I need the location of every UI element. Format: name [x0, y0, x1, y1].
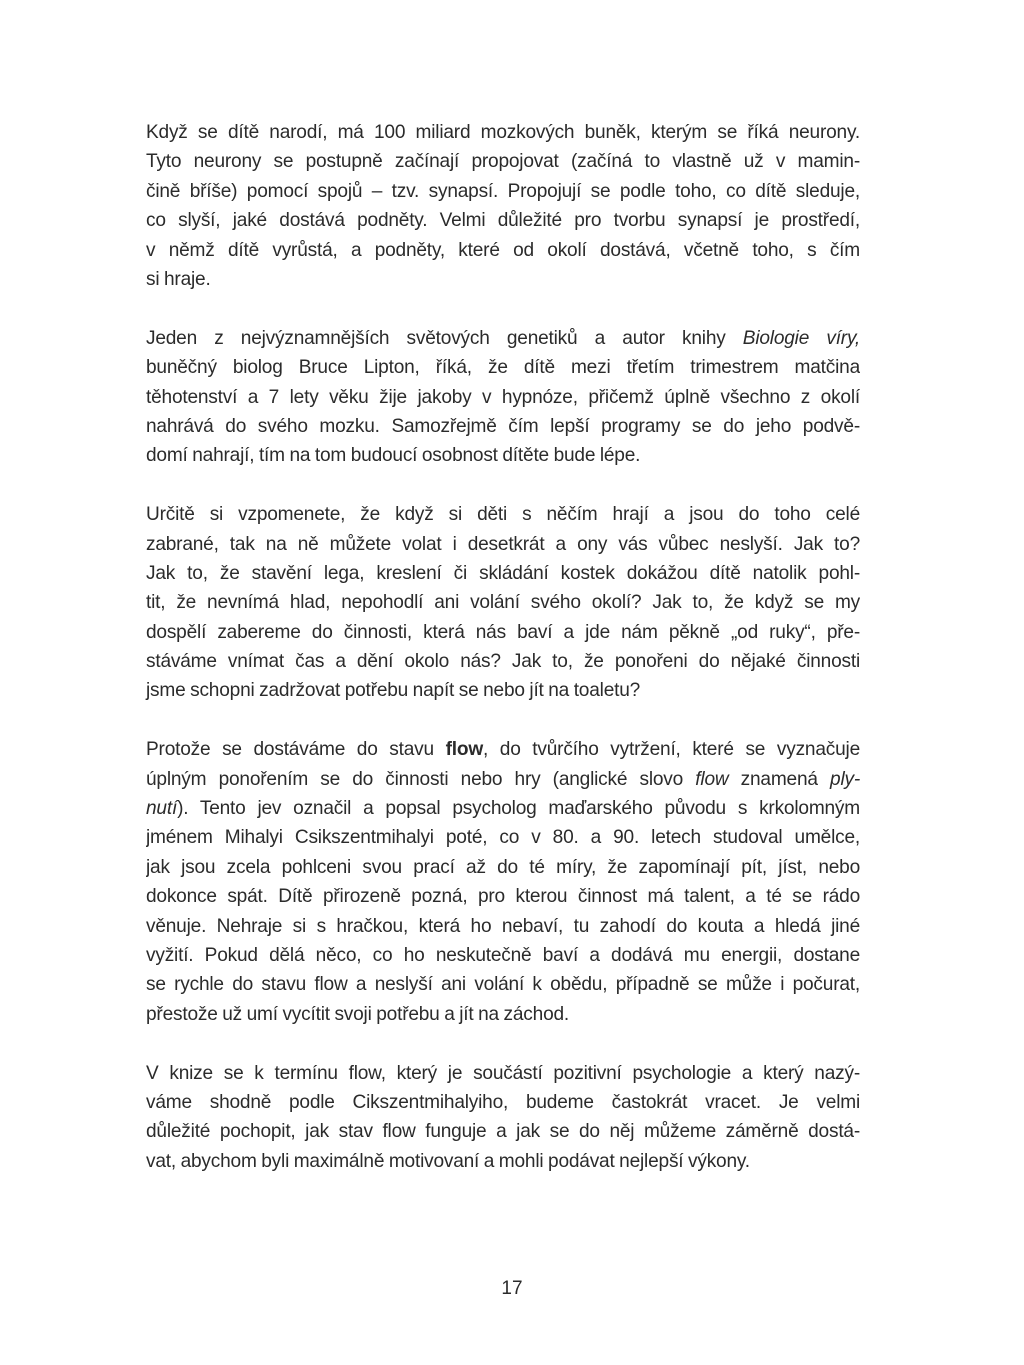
text-run: úplným ponořením se do činnosti nebo hry (anglické slovo: [146, 768, 696, 790]
text-line: [146, 735, 860, 764]
text-line: Jak to, že stavění lega, kreslení či skládání kostek dokážou dítě natolik pohl-: [146, 562, 860, 584]
text-line: [146, 794, 860, 823]
paragraph-3: [146, 500, 860, 706]
text-line: vyžití. Pokud dělá něco, co ho neskutečně baví a dodává mu energii, dostane: [146, 944, 860, 966]
text-line: váme shodně podle Cikszentmihalyiho, budeme častokrát vracet. Je velmi: [146, 1091, 860, 1113]
paragraph-2: [146, 324, 860, 471]
text-line: jsme schopni zadržovat potřebu napít se nebo jít na toaletu?: [146, 680, 641, 702]
text-line: V knize se k termínu flow, který je součástí pozitivní psychologie a který nazý-: [146, 1062, 860, 1084]
text-line: buněčný biolog Bruce Lipton, říká, že dítě mezi třetím trimestrem matčina: [146, 357, 860, 379]
text-line: Tyto neurony se postupně začínají propojovat (začíná to vlastně už v mamin-: [146, 151, 860, 173]
text-line: těhotenství a 7 lety věku žije jakoby v hypnóze, přičemž úplně všechno z okolí: [146, 386, 860, 408]
paragraph-4: [146, 735, 860, 1029]
text-run: Protože se dostáváme do stavu: [146, 739, 446, 761]
page-number: 17: [501, 1278, 523, 1299]
text-line: domí nahrají, tím na tom budoucí osobnost dítěte bude lépe.: [146, 445, 641, 467]
text-line: nahrává do svého mozku. Samozřejmě čím lepší programy se do jeho podvě-: [146, 415, 860, 437]
text-line: v němž dítě vyrůstá, a podněty, které od okolí dostává, včetně toho, s čím: [146, 239, 860, 261]
text-line: přestože už umí vycítit svoji potřebu a jít na záchod.: [146, 1003, 570, 1025]
text-line: se rychle do stavu flow a neslyší ani volání k obědu, případně se může i počurat,: [146, 974, 860, 996]
text-line: dokonce spát. Dítě přirozeně pozná, pro kterou činnost má talent, a té se rádo: [146, 886, 860, 908]
text-line: jak jsou zcela pohlceni svou prací až do té míry, že zapomínají pít, jíst, nebo: [146, 856, 860, 878]
paragraph-1: [146, 118, 860, 294]
text-line: stáváme vnímat čas a dění okolo nás? Jak to, že ponořeni do nějaké činnosti: [146, 651, 860, 673]
term-flow-bold: flow: [445, 739, 484, 761]
text-line: věnuje. Nehraje si s hračkou, která ho nebaví, tu zahodí do kouta a hledá jiné: [146, 915, 860, 937]
text-line: si hraje.: [146, 268, 211, 290]
text-line: důležité pochopit, jak stav flow funguje a jak se do něj můžeme záměrně dostá-: [146, 1121, 860, 1143]
page-body: [146, 118, 860, 1206]
text-run: znamená: [728, 768, 831, 790]
text-line: dospělí zabereme do činnosti, která nás baví a jde nám pěkně „od ruky“, pře-: [146, 621, 860, 643]
term-plynuti-italic: nutí: [146, 798, 178, 820]
text-run: Jeden z nejvýznamnějších světových genetiků a autor knihy: [146, 327, 743, 349]
text-run: ). Tento jev označil a popsal psycholog maďarského původu s krkolomným: [177, 798, 860, 820]
text-run: , do tvůrčího vytržení, které se vyznačuje: [483, 739, 860, 761]
text-line: vat, abychom byli maximálně motivovaní a mohli podávat nejlepší výkony.: [146, 1150, 750, 1172]
text-line: [146, 765, 860, 794]
text-line: čině bříše) pomocí spojů – tzv. synapsí. Propojují se podle toho, co dítě sleduje,: [146, 180, 860, 202]
paragraph-5: [146, 1059, 860, 1177]
text-line: [146, 324, 860, 353]
term-plynuti-italic: ply-: [830, 768, 860, 790]
text-line: zabrané, tak na ně můžete volat i desetkrát a ony vás vůbec neslyší. Jak to?: [146, 533, 860, 555]
term-flow-italic: flow: [695, 768, 729, 790]
text-line: co slyší, jaké dostává podněty. Velmi důležité pro tvorbu synapsí je prostředí,: [146, 210, 860, 232]
text-line: Určitě si vzpomenete, že když si děti s něčím hrají a jsou do toho celé: [146, 504, 860, 526]
text-line: jménem Mihalyi Csikszentmihalyi poté, co v 80. a 90. letech studoval umělce,: [146, 827, 860, 849]
text-line: Když se dítě narodí, má 100 miliard mozkových buněk, kterým se říká neurony.: [146, 122, 860, 143]
book-title: Biologie víry,: [742, 327, 860, 349]
text-line: tit, že nevnímá hlad, nepohodlí ani volání svého okolí? Jak to, že když se my: [146, 592, 860, 614]
